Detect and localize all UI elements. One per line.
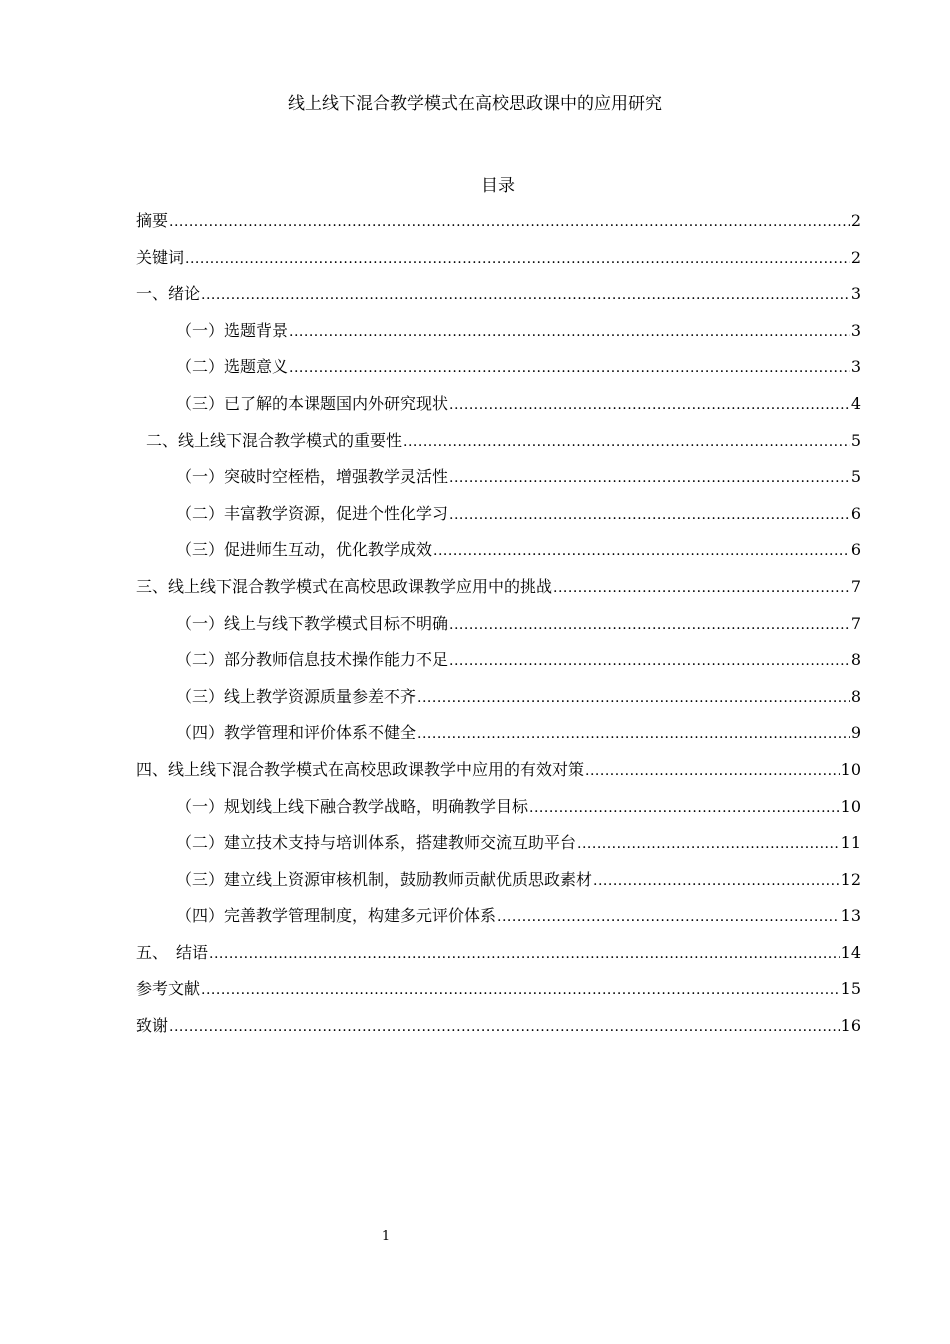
toc-leader-dots [433, 538, 850, 564]
toc-entry-page: 9 [850, 723, 861, 743]
toc-entry-page: 3 [850, 320, 861, 340]
toc-entry-chapter-2[interactable] [136, 428, 861, 465]
toc-entry-label: 致谢 [136, 1016, 169, 1036]
toc-entry-section-2-1[interactable] [136, 464, 861, 501]
toc-leader-dots [201, 977, 840, 1003]
toc-entry-page: 11 [840, 833, 861, 853]
toc-entry-section-1-1[interactable] [136, 318, 861, 355]
toc-leader-dots [185, 246, 850, 272]
toc-leader-dots [529, 795, 840, 821]
toc-leader-dots [417, 685, 850, 711]
toc-entry-section-3-4[interactable] [136, 720, 861, 757]
toc-entry-page: 8 [850, 686, 861, 706]
toc-leader-dots [449, 392, 850, 418]
page-number: 1 [381, 1229, 391, 1244]
toc-entry-section-4-3[interactable] [136, 867, 861, 904]
toc-leader-dots [449, 648, 850, 674]
toc-entry-page: 6 [850, 540, 861, 560]
toc-entry-page: 6 [850, 503, 861, 523]
toc-entry-label: 摘要 [136, 211, 169, 230]
toc-entry-page: 7 [850, 613, 861, 633]
toc-entry-label: （三）促进师生互动，优化教学成效 [176, 540, 433, 560]
toc-leader-dots [201, 282, 850, 308]
toc-entry-section-1-3[interactable] [136, 391, 861, 428]
document-title: 线上线下混合教学模式在高校思政课中的应用研究 [288, 94, 662, 114]
toc-entry-page: 8 [850, 650, 861, 670]
toc-leader-dots [403, 429, 850, 455]
toc-entry-page: 10 [840, 759, 861, 779]
toc-leader-dots [289, 319, 850, 345]
toc-entry-section-3-1[interactable] [136, 611, 861, 648]
toc-entry-chapter-5[interactable] [136, 940, 861, 977]
toc-entry-page: 15 [840, 979, 861, 999]
toc-entry-label: （二）选题意义 [176, 357, 289, 377]
toc-leader-dots [289, 355, 850, 381]
toc-entry-abstract[interactable] [136, 208, 861, 245]
toc-leader-dots [449, 465, 850, 491]
toc-entry-page: 3 [850, 284, 861, 304]
toc-entry-section-4-1[interactable] [136, 794, 861, 831]
toc-entry-page: 14 [840, 942, 861, 962]
toc-entry-label: （四）教学管理和评价体系不健全 [176, 723, 417, 743]
toc-leader-dots [593, 868, 840, 894]
toc-entry-page: 10 [840, 796, 861, 816]
toc-entry-label: 一、绪论 [136, 284, 201, 304]
toc-entry-label: （二）建立技术支持与培训体系，搭建教师交流互助平台 [176, 833, 577, 853]
toc-entry-section-1-2[interactable] [136, 354, 861, 391]
toc-entry-chapter-3[interactable] [136, 574, 861, 611]
toc-heading: 目录 [481, 176, 515, 196]
toc-entry-chapter-1[interactable] [136, 281, 861, 318]
toc-entry-section-2-3[interactable] [136, 537, 861, 574]
toc-entry-label: 二、线上线下混合教学模式的重要性 [146, 430, 403, 450]
toc-entry-page: 13 [840, 906, 861, 926]
toc-leader-dots [585, 758, 840, 784]
toc-entry-page: 3 [850, 357, 861, 377]
toc-entry-page: 16 [840, 1016, 861, 1036]
toc-entry-chapter-4[interactable] [136, 757, 861, 794]
toc-entry-section-4-2[interactable] [136, 830, 861, 867]
toc-leader-dots [553, 575, 850, 601]
toc-entry-label: 三、线上线下混合教学模式在高校思政课教学应用中的挑战 [136, 576, 553, 596]
toc-leader-dots [497, 904, 840, 930]
toc-entry-section-2-2[interactable] [136, 501, 861, 538]
toc-entry-label: 五、 结语 [136, 942, 209, 962]
toc-entry-acknowledgements[interactable] [136, 1013, 861, 1050]
toc-leader-dots [577, 831, 840, 857]
toc-entry-page: 5 [850, 430, 861, 450]
toc-entry-keywords[interactable] [136, 245, 861, 282]
toc-leader-dots [449, 612, 850, 638]
toc-leader-dots [417, 721, 850, 747]
toc-entry-label: （一）线上与线下教学模式目标不明确 [176, 613, 449, 633]
toc-entry-page: 7 [850, 576, 861, 596]
toc-entry-label: （二）丰富教学资源，促进个性化学习 [176, 503, 449, 523]
toc-entry-section-3-2[interactable] [136, 647, 861, 684]
table-of-contents [136, 208, 861, 1050]
toc-entry-references[interactable] [136, 976, 861, 1013]
toc-entry-section-3-3[interactable] [136, 684, 861, 721]
toc-entry-section-4-4[interactable] [136, 903, 861, 940]
toc-entry-label: （一）规划线上线下融合教学战略，明确教学目标 [176, 796, 529, 816]
toc-leader-dots [449, 502, 850, 528]
toc-entry-label: （二）部分教师信息技术操作能力不足 [176, 650, 449, 670]
toc-entry-label: （一）突破时空桎梏，增强教学灵活性 [176, 467, 449, 487]
toc-entry-label: 关键词 [136, 247, 185, 267]
toc-entry-page: 4 [850, 393, 861, 413]
toc-entry-label: （一）选题背景 [176, 320, 289, 340]
toc-entry-page: 2 [850, 247, 861, 267]
toc-leader-dots [209, 941, 840, 967]
toc-entry-page: 12 [840, 869, 861, 889]
toc-entry-page: 5 [850, 467, 861, 487]
toc-entry-page: 2 [850, 211, 861, 230]
toc-entry-label: （三）建立线上资源审核机制，鼓励教师贡献优质思政素材 [176, 869, 593, 889]
toc-entry-label: （四）完善教学管理制度，构建多元评价体系 [176, 906, 497, 926]
toc-entry-label: （三）线上教学资源质量参差不齐 [176, 686, 417, 706]
toc-entry-label: 参考文献 [136, 979, 201, 999]
toc-leader-dots [169, 209, 850, 235]
toc-leader-dots [169, 1014, 840, 1040]
toc-entry-label: （三）已了解的本课题国内外研究现状 [176, 393, 449, 413]
toc-entry-label: 四、线上线下混合教学模式在高校思政课教学中应用的有效对策 [136, 759, 585, 779]
